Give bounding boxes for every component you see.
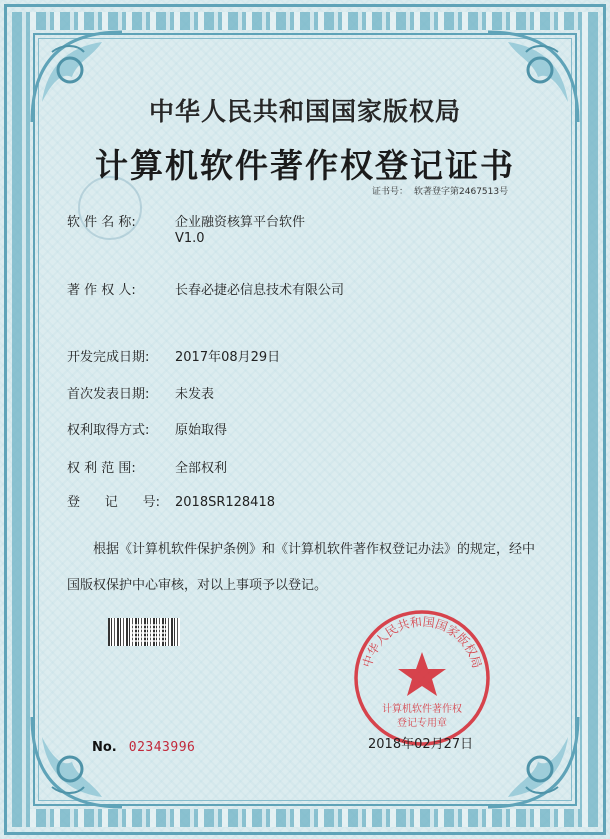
completion-date-value: 2017年08月29日: [175, 350, 281, 365]
field-registration: [67, 491, 275, 510]
field-scope: [67, 457, 227, 476]
software-name-label: 软 件 名 称:: [67, 215, 136, 230]
seal-ring-text: 中华人民共和国国家版权局: [360, 614, 485, 670]
corner-ornament-bottom-right: [478, 707, 588, 817]
certificate-number-value: 软著登字第2467513号: [414, 187, 509, 197]
registration-label: 登 记 号:: [67, 495, 160, 510]
certificate-number: [372, 184, 508, 197]
field-completion-date: [67, 346, 280, 365]
barcode-overlay: [130, 622, 166, 642]
statement-paragraph: 根据《计算机软件保护条例》和《计算机软件著作权登记办法》的规定，经中国版权保护中心审核，对以上事项予以登记。: [67, 542, 536, 593]
scope-value: 全部权利: [175, 461, 228, 476]
serial-number-label: No.: [92, 740, 117, 755]
owner-value: 长春必捷必信息技术有限公司: [175, 283, 345, 298]
certificate-title: 计算机软件著作权登记证书: [95, 146, 515, 185]
official-seal-icon: [352, 608, 492, 748]
corner-ornament-bottom-left: [22, 707, 132, 817]
seal-inner-line1: 计算机软件著作权: [382, 704, 462, 715]
certificate-number-label: 证书号：: [372, 187, 409, 197]
acquisition-value: 原始取得: [175, 423, 228, 438]
completion-date-label: 开发完成日期:: [67, 350, 150, 365]
registration-value: 2018SR128418: [175, 495, 275, 510]
field-acquisition: [67, 419, 227, 438]
software-name-value: 企业融资核算平台软件: [175, 215, 306, 230]
field-first-publish: [67, 383, 214, 402]
serial-number: [92, 740, 195, 755]
scope-label: 权 利 范 围:: [67, 461, 136, 476]
issuer-title: 中华人民共和国国家版权局: [148, 97, 461, 126]
serial-number-value: 02343996: [128, 740, 196, 755]
owner-label: 著 作 权 人:: [67, 283, 136, 298]
acquisition-label: 权利取得方式:: [67, 423, 150, 438]
field-software-name: [67, 211, 305, 230]
issue-date: 2018年02月27日: [368, 737, 474, 752]
software-version: V1.0: [175, 231, 205, 246]
seal-inner-line2: 登记专用章: [397, 718, 447, 729]
first-publish-value: 未发表: [175, 387, 215, 402]
field-owner: [67, 279, 344, 298]
first-publish-label: 首次发表日期:: [67, 387, 150, 402]
